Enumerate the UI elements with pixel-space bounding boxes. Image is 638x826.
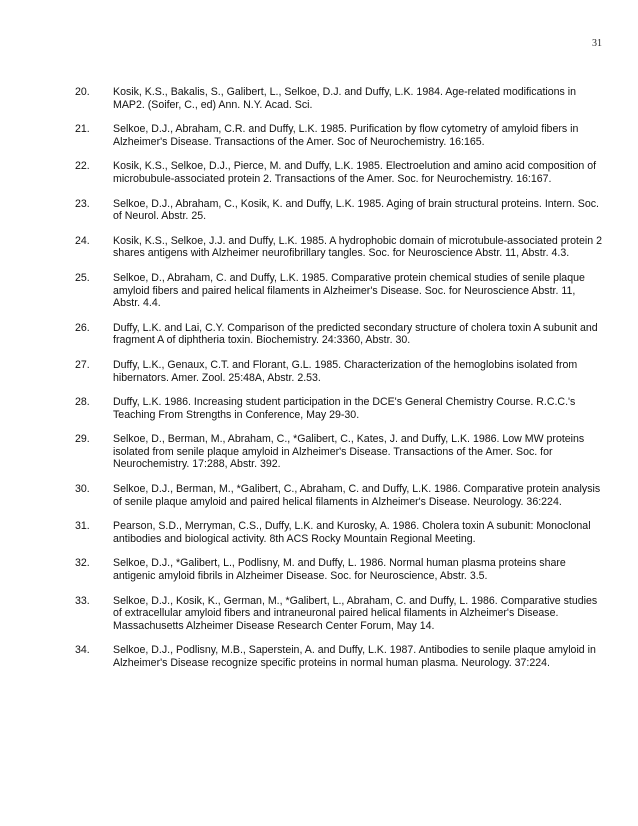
reference-text: Kosik, K.S., Bakalis, S., Galibert, L., Selkoe, D.J. and Duffy, L.K. 1984. Age-related modifications in MAP2. (Soifer, C., ed) Ann. N.Y. Acad. Sci. <box>113 86 577 111</box>
reference-number: 32. <box>75 557 90 570</box>
reference-text: Selkoe, D., Berman, M., Abraham, C., *Galibert, C., Kates, J. and Duffy, L.K. 1986. Low MW proteins isolated from senile plaque amyloid in Alzheimer's Disease. Transactions of the Amer. Soc. for Neurochemistry. 17:288, Abstr. 392. <box>113 433 585 471</box>
reference-item <box>75 483 603 508</box>
reference-text: Duffy, L.K. 1986. Increasing student participation in the DCE's General Chemistry Course. R.C.C.'s Teaching From Strengths in Conference, May 29-30. <box>113 396 576 421</box>
reference-text: Duffy, L.K. and Lai, C.Y. Comparison of the predicted secondary structure of cholera toxin A subunit and fragment A of diphtheria toxin. Biochemistry. 24:3360, Abstr. 30. <box>113 321 598 347</box>
reference-number: 29. <box>75 433 90 446</box>
reference-text: Kosik, K.S., Selkoe, D.J., Pierce, M. and Duffy, L.K. 1985. Electroelution and amino acid composition of microbubule-associated protein 2. Transactions of the Amer. Soc. for Neurochemistry. 16:167. <box>113 160 597 185</box>
reference-item <box>75 123 603 148</box>
reference-number: 25. <box>75 271 90 284</box>
reference-text: Duffy, L.K., Genaux, C.T. and Florant, G.L. 1985. Characterization of the hemoglobins isolated from hibernators. Amer. Zool. 25:48A, Abstr. 2.53. <box>113 358 578 384</box>
reference-number: 22. <box>75 160 90 173</box>
reference-item <box>75 86 603 111</box>
reference-number: 24. <box>75 234 90 247</box>
reference-text: Selkoe, D.J., Kosik, K., German, M., *Galibert, L., Abraham, C. and Duffy, L. 1986. Comparative studies of extracellular amyloid fibers and intraneuronal paired helical filaments in Alzheimer's Disease. Massachusetts Alzheimer Disease Research Center Forum, May 14. <box>113 594 598 632</box>
reference-number: 28. <box>75 396 90 409</box>
reference-text: Selkoe, D.J., *Galibert, L., Podlisny, M. and Duffy, L. 1986. Normal human plasma proteins share antigenic amyloid fibrils in Alzheimer Disease. Soc. for Neuroscience, Abstr. 3.5. <box>113 557 566 583</box>
reference-text: Selkoe, D.J., Podlisny, M.B., Saperstein, A. and Duffy, L.K. 1987. Antibodies to senile plaque amyloid in Alzheimer's Disease recognize specific proteins in normal human plasma. Neurology. 37:224. <box>113 644 596 669</box>
reference-number: 26. <box>75 321 90 334</box>
reference-number: 34. <box>75 644 90 657</box>
reference-item <box>75 160 603 185</box>
reference-number: 31. <box>75 520 90 533</box>
reference-text: Kosik, K.S., Selkoe, J.J. and Duffy, L.K. 1985. A hydrophobic domain of microtubule-associated protein 2 shares antigens with Alzheimer neurofibrillary tangles. Soc. for Neuroscience Abstr. 11, Abstr. 4.3. <box>113 234 602 260</box>
reference-item <box>75 235 603 260</box>
reference-item <box>75 595 603 633</box>
reference-item <box>75 396 603 421</box>
reference-list <box>75 86 603 682</box>
reference-item <box>75 272 603 310</box>
reference-number: 23. <box>75 197 90 210</box>
reference-text: Selkoe, D.J., Abraham, C., Kosik, K. and Duffy, L.K. 1985. Aging of brain structural proteins. Intern. Soc. of Neurol. Abstr. 25. <box>113 197 599 223</box>
reference-item <box>75 520 603 545</box>
reference-item <box>75 557 603 582</box>
page-number: 31 <box>592 38 602 49</box>
reference-number: 33. <box>75 594 90 607</box>
reference-item <box>75 198 603 223</box>
reference-item <box>75 322 603 347</box>
reference-number: 30. <box>75 483 90 496</box>
reference-number: 27. <box>75 358 90 371</box>
reference-number: 20. <box>75 86 90 98</box>
reference-number: 21. <box>75 123 90 136</box>
reference-item <box>75 359 603 384</box>
reference-item <box>75 644 603 669</box>
reference-text: Selkoe, D.J., Abraham, C.R. and Duffy, L.K. 1985. Purification by flow cytometry of amyloid fibers in Alzheimer's Disease. Transactions of the Amer. Soc of Neurochemistry. 16:165. <box>113 123 579 148</box>
reference-text: Pearson, S.D., Merryman, C.S., Duffy, L.K. and Kurosky, A. 1986. Cholera toxin A subunit: Monoclonal antibodies and biological activity. 8th ACS Rocky Mountain Regional Meeting. <box>113 520 591 545</box>
reference-text: Selkoe, D., Abraham, C. and Duffy, L.K. 1985. Comparative protein chemical studies of senile plaque amyloid fibers and paired helical filaments in Alzheimer's Disease. Soc. for Neuroscience Abstr. 11, Abstr. 4.4. <box>113 271 585 310</box>
reference-item <box>75 433 603 471</box>
reference-text: Selkoe, D.J., Berman, M., *Galibert, C., Abraham, C. and Duffy, L.K. 1986. Comparative protein analysis of senile plaque amyloid and paired helical filaments in Alzheimer's Disease. Neurology. 36:224. <box>113 483 601 508</box>
